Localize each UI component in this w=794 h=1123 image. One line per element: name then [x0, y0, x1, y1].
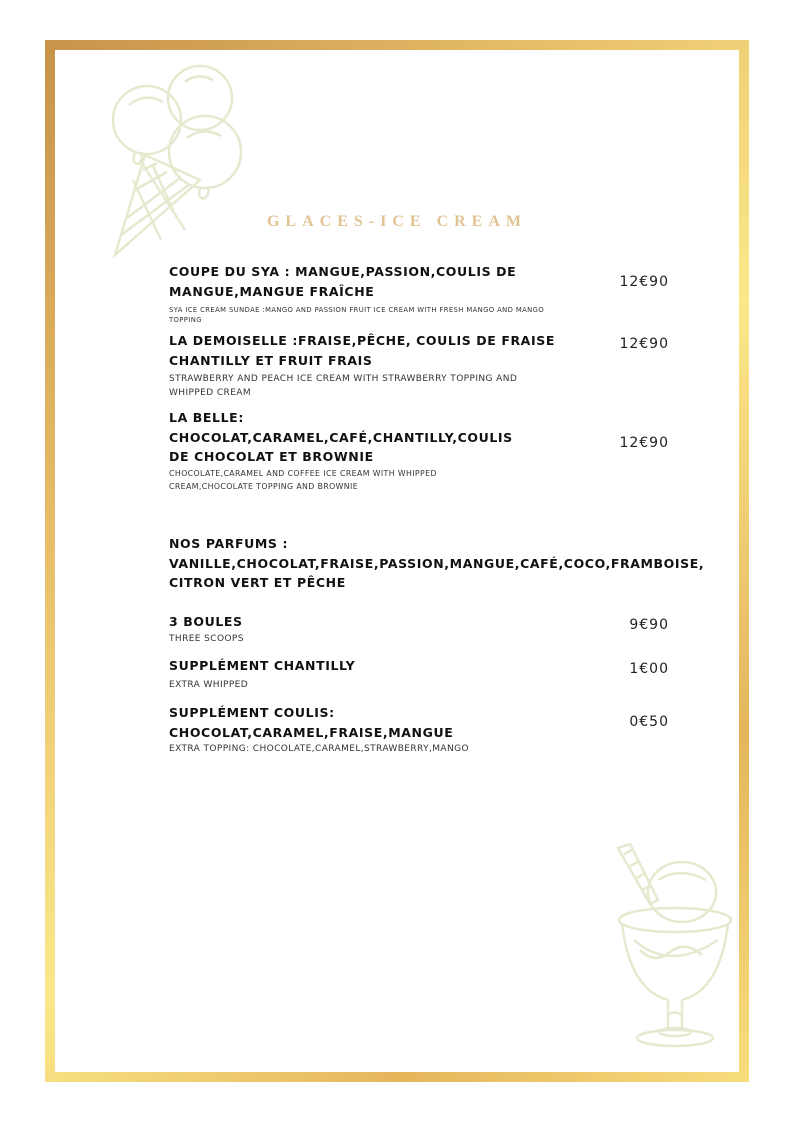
menu-item [169, 656, 689, 692]
menu-item-price: 9€90 [629, 617, 669, 633]
menu-item-price: 0€50 [629, 714, 669, 730]
menu-item-name: COUPE DU SYA : MANGUE,PASSION,COULIS DE MANGUE,MANGUE FRAÎCHE [169, 264, 517, 299]
menu-item-name: SUPPLÉMENT COULIS: CHOCOLAT,CARAMEL,FRAISE,MANGUE [169, 705, 454, 740]
menu-item-description: CHOCOLATE,CARAMEL AND COFFEE ICE CREAM WITH WHIPPED CREAM,CHOCOLATE TOPPING AND BROWNIE [169, 468, 437, 491]
menu-item-price: 1€00 [629, 661, 669, 677]
menu-item-name: SUPPLÉMENT CHANTILLY [169, 658, 356, 673]
menu-item [169, 408, 689, 493]
menu-section-title: GLACES-ICE CREAM [266, 213, 527, 230]
menu-item [169, 331, 689, 400]
menu-item-price: 12€90 [619, 435, 669, 451]
menu-item-name: LA BELLE: CHOCOLAT,CARAMEL,CAFÉ,CHANTILLY,COULIS DE CHOCOLAT ET BROWNIE [169, 410, 513, 464]
sundae-glass-icon [610, 840, 740, 1055]
menu-item-description: STRAWBERRY AND PEACH ICE CREAM WITH STRAWBERRY TOPPING AND WHIPPED CREAM [169, 374, 518, 398]
menu-item [169, 703, 689, 756]
flavours-list: VANILLE,CHOCOLAT,FRAISE,PASSION,MANGUE,CAFÉ,COCO,FRAMBOISE, CITRON VERT ET PÊCHE [169, 555, 705, 590]
menu-item [169, 262, 689, 325]
menu-item-name: LA DEMOISELLE :FRAISE,PÊCHE, COULIS DE FRAISE CHANTILLY ET FRUIT FRAIS [169, 333, 555, 368]
menu-item-price: 12€90 [619, 274, 669, 290]
menu-item-name: 3 BOULES [169, 614, 243, 629]
flavours-heading: NOS PARFUMS : [169, 536, 289, 551]
menu-item-description: EXTRA WHIPPED [169, 679, 249, 690]
menu-item-description: EXTRA TOPPING: CHOCOLATE,CARAMEL,STRAWBERRY,MANGO [169, 744, 469, 754]
menu-item-description: SYA ICE CREAM SUNDAE :MANGO AND PASSION FRUIT ICE CREAM WITH FRESH MANGO AND MANGO TOPPING [169, 306, 545, 324]
menu-item-price: 12€90 [619, 336, 669, 352]
flavours-section [169, 534, 705, 593]
menu-item [169, 612, 689, 646]
menu-item-description: THREE SCOOPS [169, 633, 244, 644]
